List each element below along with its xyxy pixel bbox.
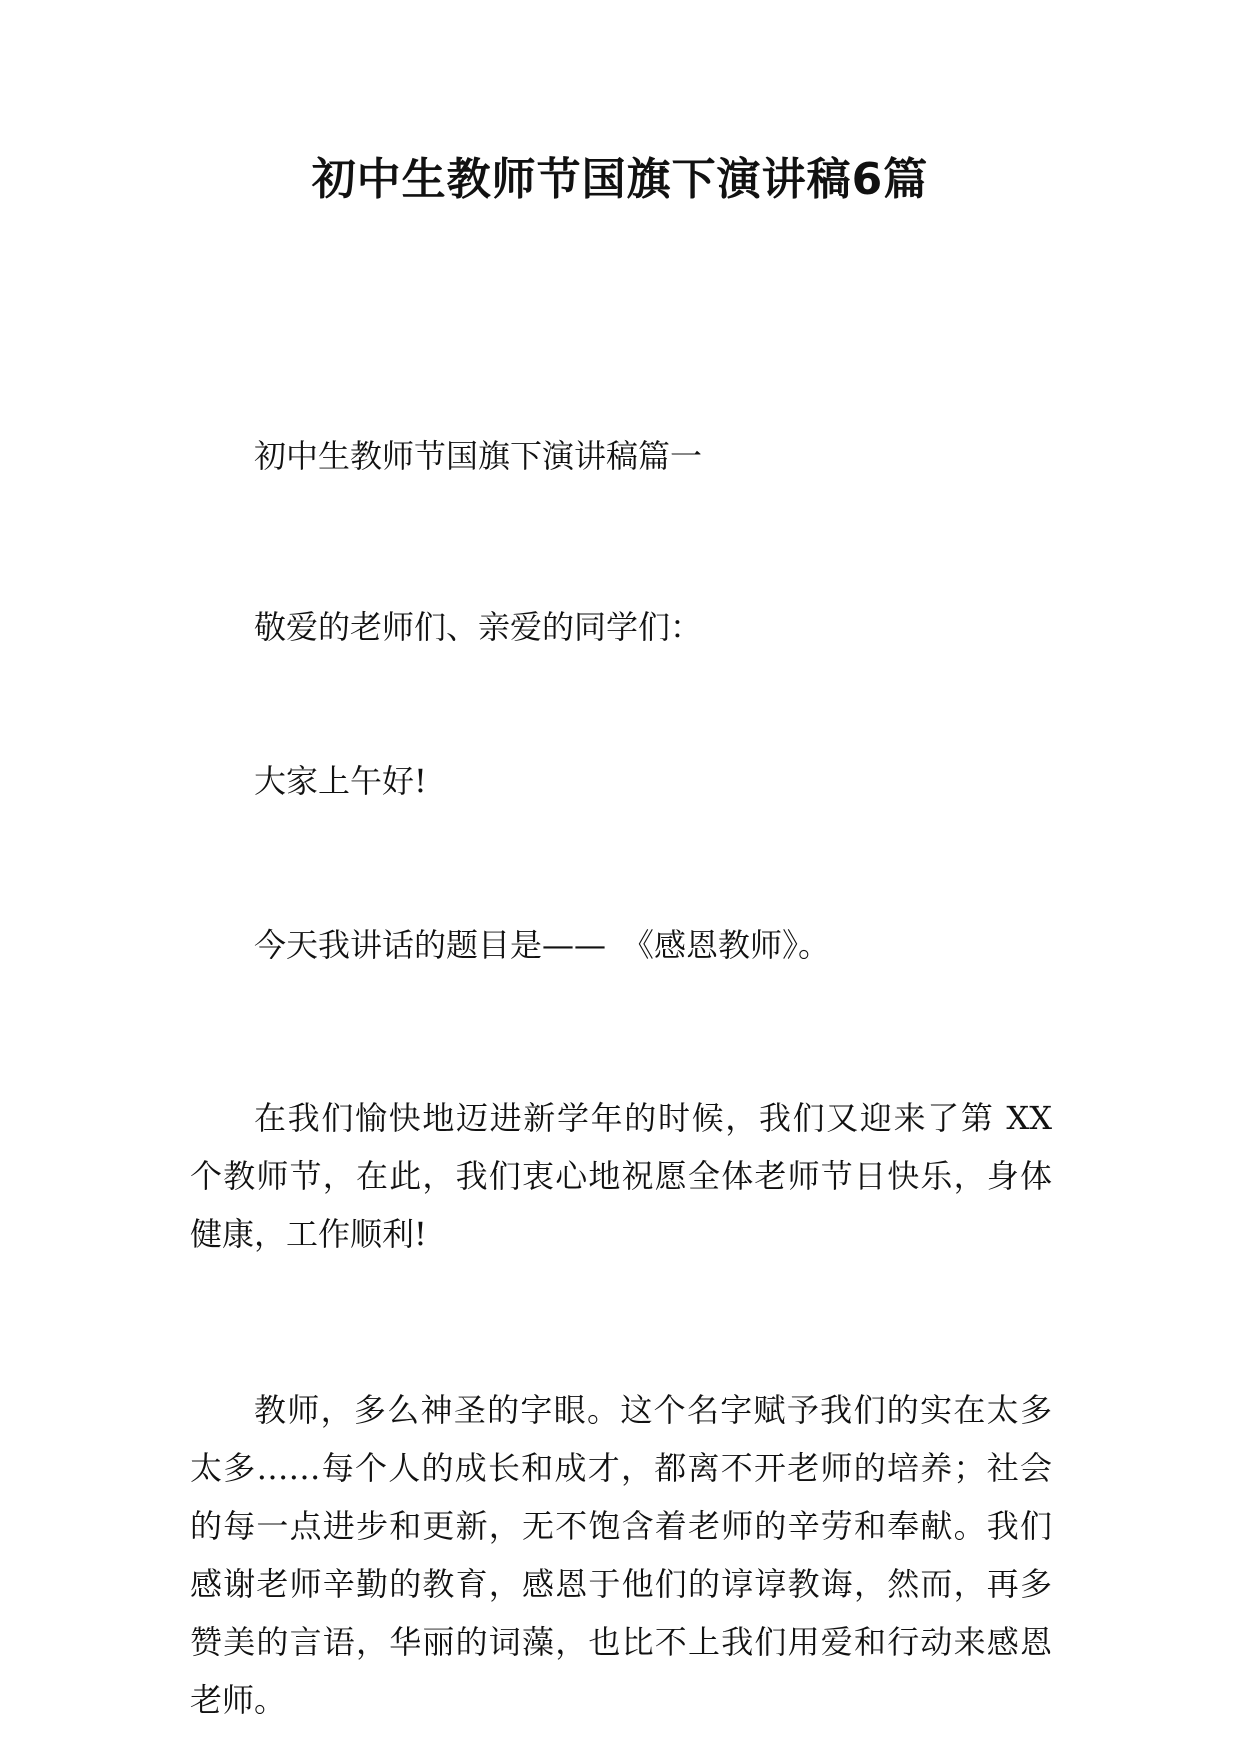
body-paragraph: 教师，多么神圣的字眼。这个名字赋予我们的实在太多太多……每个人的成长和成才，都离不开老师的培养；社会的每一点进步和更新，无不饱含着老师的辛劳和奉献。我们感谢老师辛勤的教育，感恩于他们的谆谆教诲，然而，再多赞美的言语，华丽的词藻，也比不上我们用爱和行动来感恩老师。	[190, 1391, 1052, 1719]
document-title: 初中生教师节国旗下演讲稿6篇	[311, 154, 929, 205]
speech-topic: 今天我讲话的题目是—— 《感恩教师》。	[254, 926, 831, 964]
body-paragraph: 在我们愉快地迈进新学年的时候，我们又迎来了第 XX 个教师节，在此，我们衷心地祝愿全体老师节日快乐，身体健康，工作顺利!	[190, 1099, 1052, 1253]
section-heading: 初中生教师节国旗下演讲稿篇一	[254, 437, 703, 475]
greeting: 大家上午好!	[254, 762, 427, 800]
salutation: 敬爱的老师们、亲爱的同学们：	[254, 608, 703, 646]
